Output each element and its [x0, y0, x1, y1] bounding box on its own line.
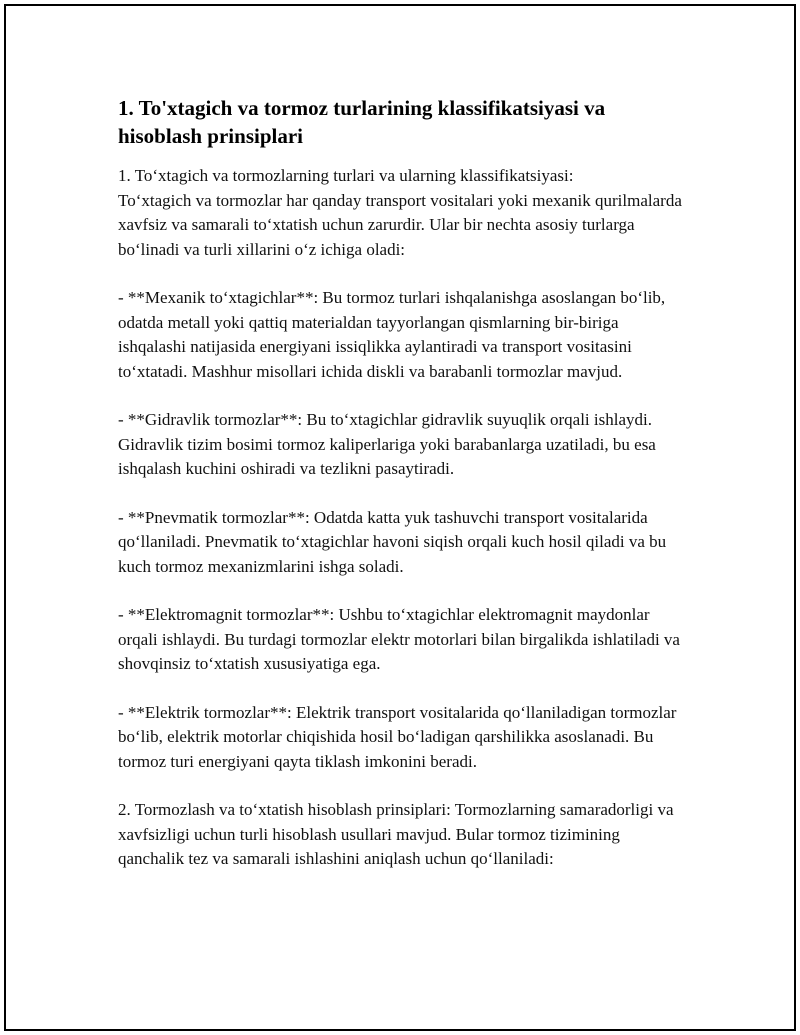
- paragraph-hydraulic-brakes: - **Gidravlik tormozlar**: Bu to‘xtagichlar gidravlik suyuqlik orqali ishlaydi. Gidravlik tizim bosimi tormoz kaliperlariga yoki barabanlarga uzatiladi, bu esa ishqalash kuchini oshiradi va tezlikni pasaytiradi.: [118, 410, 656, 478]
- document-body: [118, 94, 683, 896]
- paragraph-intro: 1. To‘xtagich va tormozlarning turlari va ularning klassifikatsiyasi: To‘xtagich va tormozlar har qanday transport vositalari yoki mexanik qurilmalarda xavfsiz va samarali to‘xtatish uchun zarurdir. Ular bir nechta asosiy turlarga bo‘linadi va turli xillarini o‘z ichiga oladi:: [118, 166, 682, 259]
- paragraph-electric-brakes: - **Elektrik tormozlar**: Elektrik transport vositalarida qo‘llaniladigan tormozlar bo‘lib, elektrik motorlar chiqishida hosil bo‘ladigan qarshilikka asoslanadi. Bu tormoz turi energiyani qayta tiklash imkonini beradi.: [118, 702, 677, 771]
- paragraph-pneumatic-brakes: - **Pnevmatik tormozlar**: Odatda katta yuk tashuvchi transport vositalarida qo‘llaniladi. Pnevmatik to‘xtagichlar havoni siqish orqali kuch hosil qiladi va bu kuch tormoz mexanizmlarini ishga soladi.: [118, 507, 667, 576]
- paragraph-calculation-principles: 2. Tormozlash va to‘xtatish hisoblash prinsiplari: Tormozlarning samaradorligi va xavfsizligi uchun turli hisoblash usullari mavjud. Bular tormoz tizimining qanchalik tez va samarali ishlashini aniqlash uchun qo‘llaniladi:: [118, 800, 674, 868]
- section-heading: 1. To'xtagich va tormoz turlarining klassifikatsiyasi va hisoblash prinsiplari: [118, 96, 606, 148]
- paragraph-mechanical-brakes: - **Mexanik to‘xtagichlar**: Bu tormoz turlari ishqalanishga asoslangan bo‘lib, odatda metall yoki qattiq materialdan tayyorlangan qismlarning bir-biriga ishqalashi natijasida energiyani issiqlikka aylantiradi va transport vositasini to‘xtatadi. Mashhur misollari ichida diskli va barabanli tormozlar mavjud.: [118, 288, 666, 381]
- paragraph-electromagnetic-brakes: - **Elektromagnit tormozlar**: Ushbu to‘xtagichlar elektromagnit maydonlar orqali ishlaydi. Bu turdagi tormozlar elektr motorlari bilan birgalikda ishlatiladi va shovqinsiz to‘xtatish xususiyatiga ega.: [118, 605, 680, 673]
